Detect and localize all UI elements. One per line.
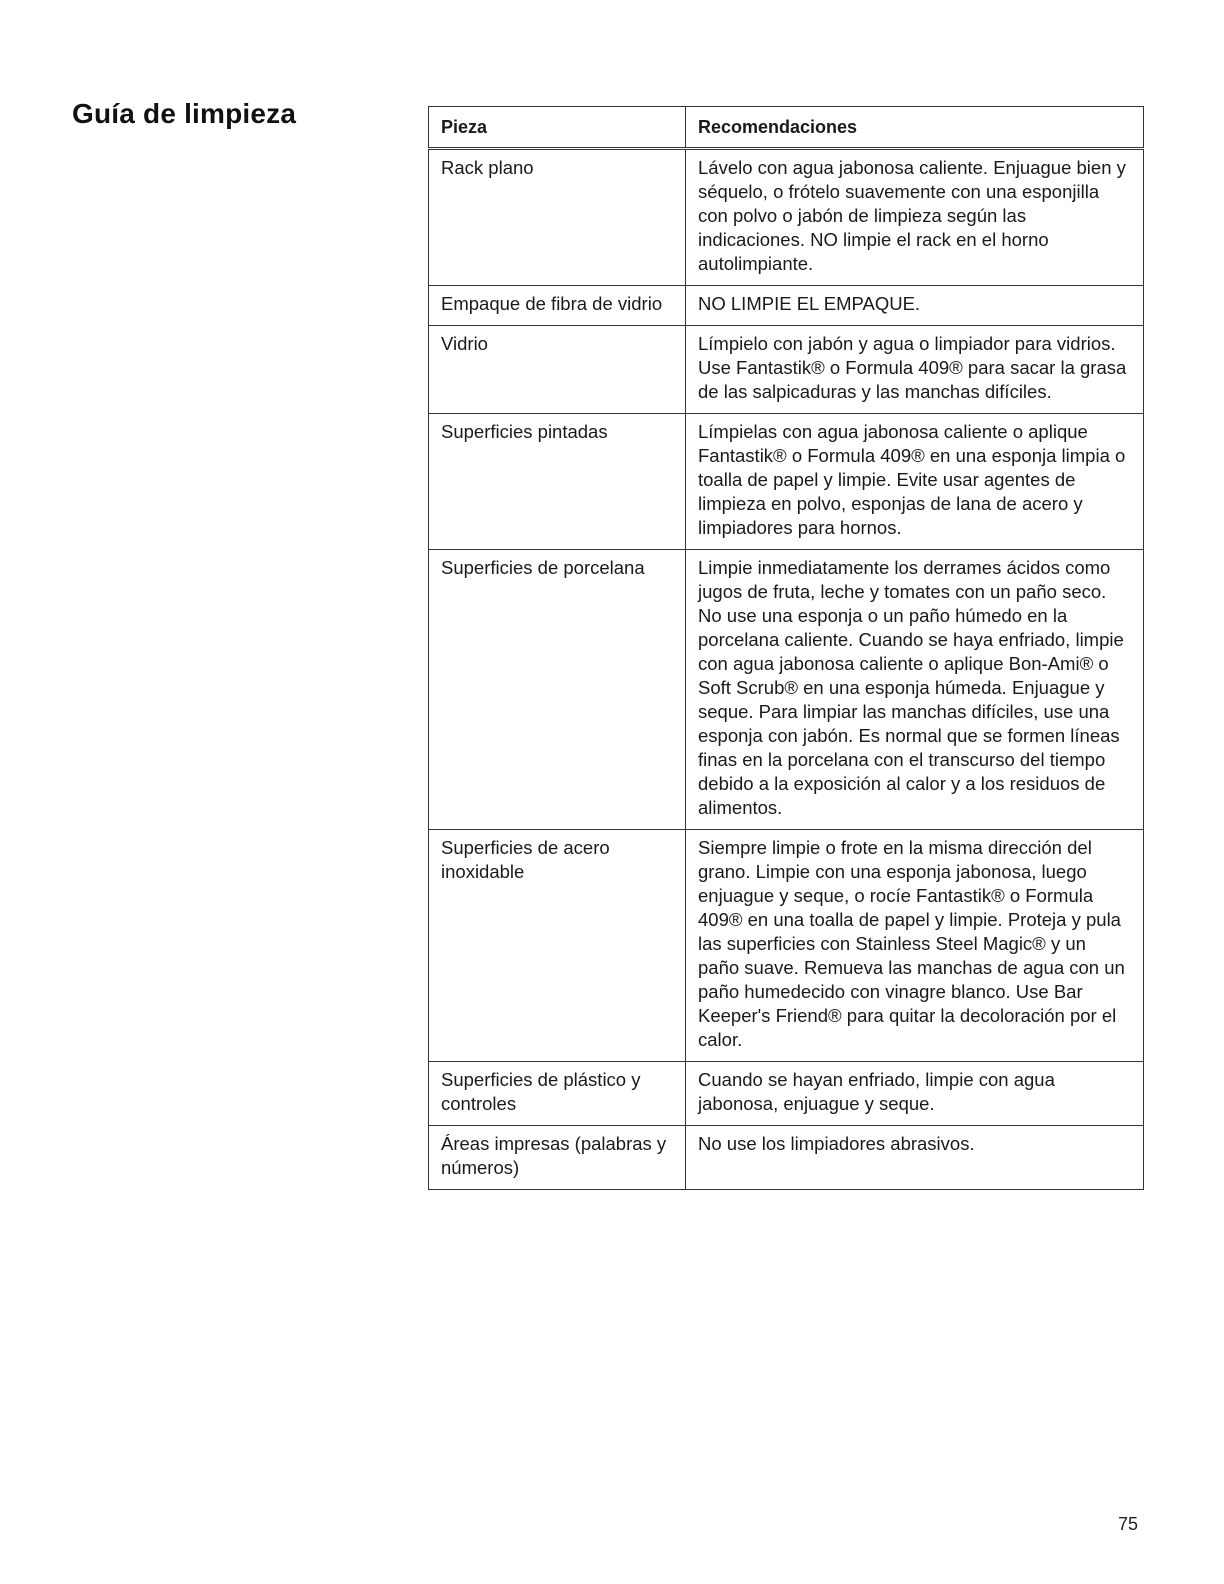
cleaning-guide-table	[428, 106, 1144, 1190]
recommendation-cell: Cuando se hayan enfriado, limpie con agua jabonosa, enjuague y seque.	[686, 1062, 1144, 1126]
recommendation-cell: Límpielas con agua jabonosa caliente o aplique Fantastik® o Formula 409® en una esponja limpia o toalla de papel y limpie. Evite usar agentes de limpieza en polvo, esponjas de lana de acero y limpiadores para hornos.	[686, 414, 1144, 550]
recommendation-cell: Límpielo con jabón y agua o limpiador para vidrios. Use Fantastik® o Formula 409® para sacar la grasa de las salpicaduras y las manchas difíciles.	[686, 326, 1144, 414]
table-row	[429, 326, 1144, 414]
page-number: 75	[1118, 1514, 1139, 1534]
recommendation-cell: Siempre limpie o frote en la misma dirección del grano. Limpie con una esponja jabonosa, luego enjuague y seque, o rocíe Fantastik® o Formula 409® en una toalla de papel y limpie. Proteja y pula las superficies con Stainless Steel Magic® y un paño suave. Remueva las manchas de agua con un paño humedecido con vinagre blanco. Use Bar Keeper's Friend® para quitar la decoloración por el calor.	[686, 830, 1144, 1062]
recommendation-cell: Limpie inmediatamente los derrames ácidos como jugos de fruta, leche y tomates con un paño seco. No use una esponja o un paño húmedo en la porcelana caliente. Cuando se haya enfriado, limpie con agua jabonosa caliente o aplique Bon-Ami® o Soft Scrub® en una esponja húmeda. Enjuague y seque. Para limpiar las manchas difíciles, use una esponja con jabón. Es normal que se formen líneas finas en la porcelana con el transcurso del tiempo debido a la exposición al calor y a los residuos de alimentos.	[686, 550, 1144, 830]
column-header-recommendations: Recomendaciones	[686, 107, 1144, 149]
part-cell: Vidrio	[429, 326, 686, 414]
part-cell: Rack plano	[429, 149, 686, 286]
recommendation-cell: No use los limpiadores abrasivos.	[686, 1126, 1144, 1190]
table-header	[429, 107, 1144, 149]
table-row	[429, 286, 1144, 326]
table-row	[429, 550, 1144, 830]
part-cell: Superficies pintadas	[429, 414, 686, 550]
table-row	[429, 1062, 1144, 1126]
part-cell: Áreas impresas (palabras y números)	[429, 1126, 686, 1190]
part-cell: Empaque de fibra de vidrio	[429, 286, 686, 326]
table-row	[429, 414, 1144, 550]
table-body	[429, 149, 1144, 1190]
table-row	[429, 149, 1144, 286]
recommendation-cell: NO LIMPIE EL EMPAQUE.	[686, 286, 1144, 326]
table-row	[429, 1126, 1144, 1190]
table-row	[429, 830, 1144, 1062]
column-header-part: Pieza	[429, 107, 686, 149]
page-title: Guía de limpieza	[72, 98, 297, 129]
recommendation-cell: Lávelo con agua jabonosa caliente. Enjuague bien y séquelo, o frótelo suavemente con una esponjilla con polvo o jabón de limpieza según las indicaciones. NO limpie el rack en el horno autolimpiante.	[686, 149, 1144, 286]
part-cell: Superficies de plástico y controles	[429, 1062, 686, 1126]
part-cell: Superficies de acero inoxidable	[429, 830, 686, 1062]
part-cell: Superficies de porcelana	[429, 550, 686, 830]
table-header-row	[429, 107, 1144, 149]
